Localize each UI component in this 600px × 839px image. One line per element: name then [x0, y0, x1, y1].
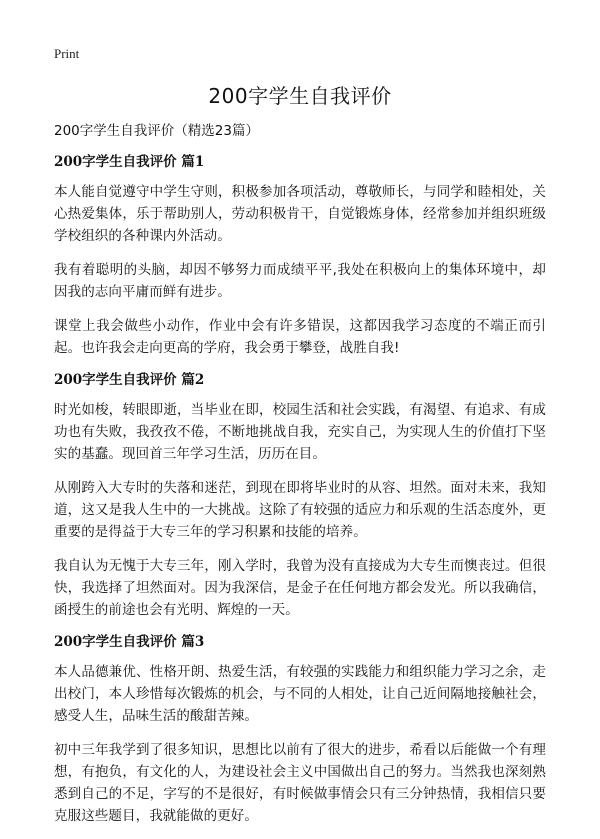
page-title: 200字学生自我评价	[208, 84, 392, 108]
paragraph: 我自认为无愧于大专三年，刚入学时，我曾为没有直接成为大专生而懊丧过。但很快，我选择了坦然面对。因为我深信，是金子在任何地方都会发光。所以我确信，函授生的前途也会有光明、辉煌的一天。	[54, 558, 546, 618]
document-body	[54, 122, 546, 839]
paragraph: 课堂上我会做些小动作，作业中会有许多错误，这都因我学习态度的不端正而引起。也许我会走向更高的学府，我会勇于攀登，战胜自我!	[54, 318, 546, 356]
document-subtitle: 200字学生自我评价（精选23篇）	[54, 123, 259, 139]
section-2	[54, 371, 546, 621]
paragraph: 从刚跨入大专时的失落和迷茫，到现在即将毕业时的从容、坦然。面对未来，我知道，这又是我人生中的一大挑战。这除了有较强的适应力和乐观的生活态度外，更重要的是得益于大专三年的学习积累和技能的培养。	[54, 480, 546, 540]
paragraph: 初中三年我学到了很多知识，思想比以前有了很大的进步，希看以后能做一个有理想，有抱负，有文化的人，为建设社会主义中国做出自己的努力。当然我也深刻熟悉到自己的不足，字写的不是很好，有时候做事情会只有三分钟热情，我相信只要克服这些题目，我就能做的更好。	[54, 742, 546, 824]
section-heading: 200字学生自我评价 篇1	[54, 154, 205, 170]
paragraph: 本人能自觉遵守中学生守则，积极参加各项活动，尊敬师长，与同学和睦相处，关心热爱集体，乐于帮助别人，劳动积极肯干，自觉锻炼身体，经常参加并组织班级学校组织的各种课内外活动。	[54, 184, 546, 244]
paragraph: 我有着聪明的头脑，却因不够努力而成绩平平,我处在积极向上的集体环境中，却因我的志向平庸而鲜有进步。	[54, 262, 546, 300]
section-3	[54, 633, 546, 827]
section-heading: 200字学生自我评价 篇2	[54, 372, 205, 388]
print-link[interactable]: Print	[54, 46, 80, 61]
section-heading: 200字学生自我评价 篇3	[54, 634, 205, 650]
paragraph: 时光如梭，转眼即逝，当毕业在即，校园生活和社会实践，有渴望、有追求、有成功也有失败，我孜孜不倦，不断地挑战自我，充实自己，为实现人生的价值打下坚实的基蠢。现回首三年学习生活，历历在目。	[54, 402, 546, 462]
section-1	[54, 153, 546, 359]
paragraph: 本人品德兼优、性格开朗、热爱生活，有较强的实践能力和组织能力学习之余，走出校门，本人珍惜每次锻炼的机会，与不同的人相处，让自己近间隔地接触社会，感受人生，品味生活的酸甜苦辣。	[54, 664, 546, 724]
